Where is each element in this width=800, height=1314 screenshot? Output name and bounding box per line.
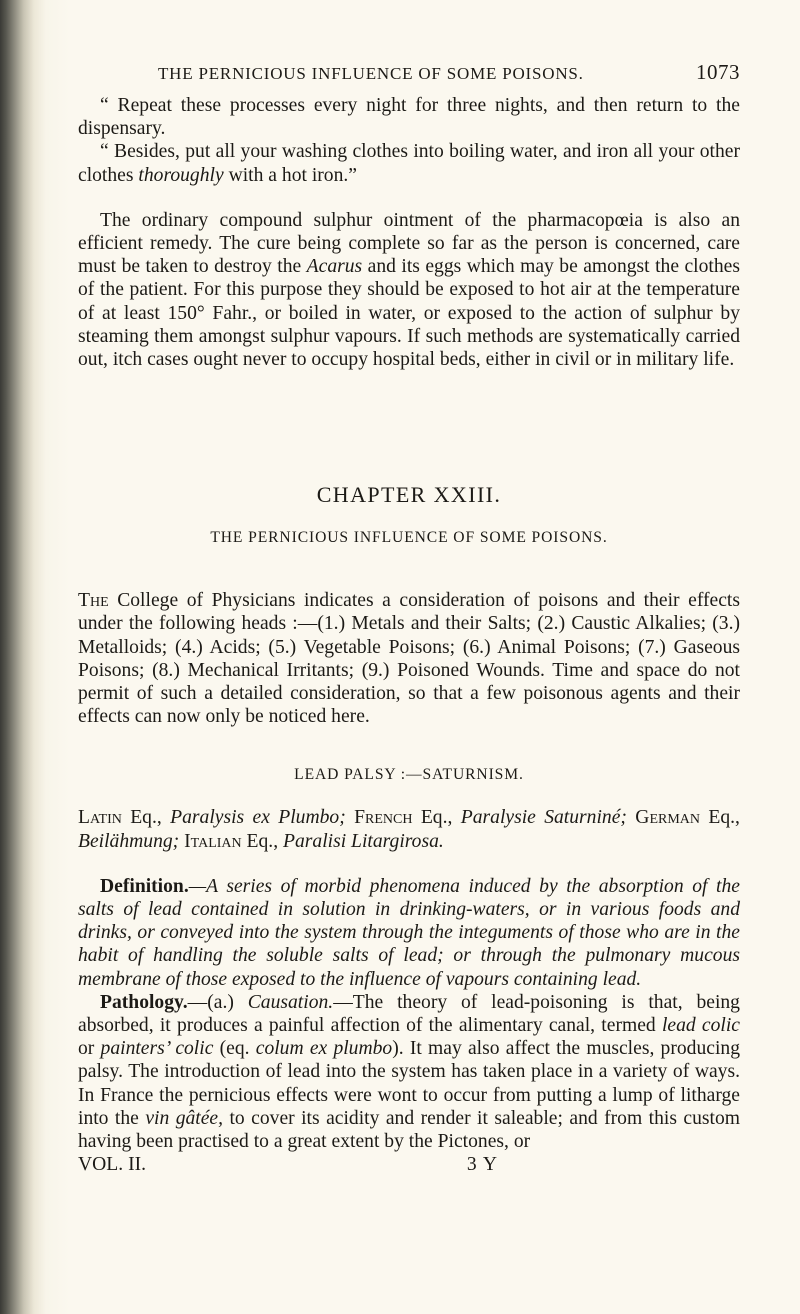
text-span: to cover its acidity and render it saleable; and from this custom having been practised to a great extent by the Pictones, or [78, 1107, 740, 1153]
page-number: 1073 [696, 60, 740, 84]
section-heading: LEAD PALSY :—SATURNISM. [294, 766, 524, 784]
text-span: College of Physicians indicates a consideration of poisons and their effects under the following heads :—(1.) Metals and their Salts; (2.) Caustic Alkalies; (3.) Metalloids; (4.) Acids; (5.) Vegetable Poisons; (6.) Animal Poisons; (7.) Gaseous Poisons; (8.) Mechanical Irritants; (9.) Poisoned Wounds. Time and space do not permit of such a detailed consideration, so that a few poisonous agents and their effects can now only be noticed here. [78, 590, 740, 728]
text-span: (eq. [213, 1038, 256, 1060]
paragraph-sulphur-ointment [78, 209, 740, 371]
quote-paragraph-besides [78, 140, 740, 186]
paragraph-college-of-physicians [78, 589, 740, 728]
page-footer [78, 1153, 498, 1176]
equivalents-paragraph [78, 806, 740, 852]
book-page [78, 60, 740, 1176]
text-span: with a hot iron.” [223, 164, 357, 186]
eq-term-french: Paralysie Saturniné; [460, 807, 627, 829]
chapter-heading: CHAPTER XXIII. [316, 482, 502, 508]
lead-word: The [78, 590, 109, 612]
running-head [78, 60, 740, 94]
eq-abbrev: Eq., [130, 807, 162, 829]
eq-label-latin: Latin [78, 807, 122, 829]
signature-mark: 3 Y [466, 1154, 498, 1176]
eq-label-italian: Italian [184, 830, 242, 852]
eq-term-italian: Paralisi Litargirosa. [283, 830, 444, 852]
definition-label: Definition. [100, 875, 189, 897]
text-span: The ordinary compound sulphur ointment of the pharmacopœia is also an efficient remedy. The cure being complete so far as the person is concerned, care must be taken to destroy the [78, 209, 740, 278]
text-span: —The theory of lead-poisoning is that, being absorbed, it produces a painful affection of the alimentary canal, termed [78, 991, 740, 1037]
eq-label-german: German [635, 807, 701, 829]
definition-text: —A series of morbid phenomena induced by the absorption of the salts of lead contained in solution in drinking-waters, or in various foods and drinks, or conveyed into the system through the integuments of those who are in the habit of handling the soluble salts of lead; or through the pulmonary mucous membrane of those exposed to the influence of vapours containing lead. [78, 875, 740, 990]
emphasis-text: painters’ colic [100, 1038, 214, 1060]
eq-label-french: French [354, 807, 413, 829]
pathology-paragraph [78, 991, 740, 1153]
causation-label: Causation. [247, 991, 334, 1013]
emphasis-text: colum ex plumbo [255, 1038, 393, 1060]
pathology-label: Pathology. [100, 991, 188, 1013]
text-span: “ Besides, put all your washing clothes into boiling water, and iron all your other clothes [78, 141, 740, 186]
text-span: —(a.) [187, 991, 248, 1013]
eq-abbrev: Eq., [246, 830, 279, 852]
quote-paragraph-repeat: “ Repeat these processes every night for three nights, and then return to the dispensary. [78, 95, 740, 140]
emphasis-text: Acarus [306, 256, 363, 278]
eq-abbrev: Eq., [420, 807, 453, 829]
chapter-subheading: THE PERNICIOUS INFLUENCE OF SOME POISONS. [210, 529, 608, 547]
eq-term-latin: Paralysis ex Plumbo; [170, 807, 346, 829]
emphasis-text: lead colic [661, 1015, 740, 1037]
definition-paragraph [78, 875, 740, 991]
emphasis-text: thoroughly [138, 164, 224, 186]
emphasis-text: vin gâtée, [145, 1107, 224, 1129]
text-span: ). It may also affect the muscles, producing palsy. The introduction of lead into the system has taken place in a variety of ways. In France the pernicious effects were wont to occur from putting a lump of litharge into the [78, 1038, 741, 1129]
running-head-title: THE PERNICIOUS INFLUENCE OF SOME POISONS. [158, 64, 584, 83]
text-span: and its eggs which may be amongst the clothes of the patient. For this purpose they should be exposed to hot air at the temperature of at least 150° Fahr., or boiled in water, or exposed to the action of sulphur by steaming them amongst sulphur vapours. If such methods are systematically carried out, itch cases ought never to occupy hospital beds, either in civil or in military life. [78, 256, 740, 371]
text-span: or [78, 1038, 101, 1060]
volume-label: VOL. II. [78, 1154, 147, 1176]
eq-term-german: Beilähmung; [78, 830, 180, 852]
eq-abbrev: Eq., [708, 807, 740, 829]
